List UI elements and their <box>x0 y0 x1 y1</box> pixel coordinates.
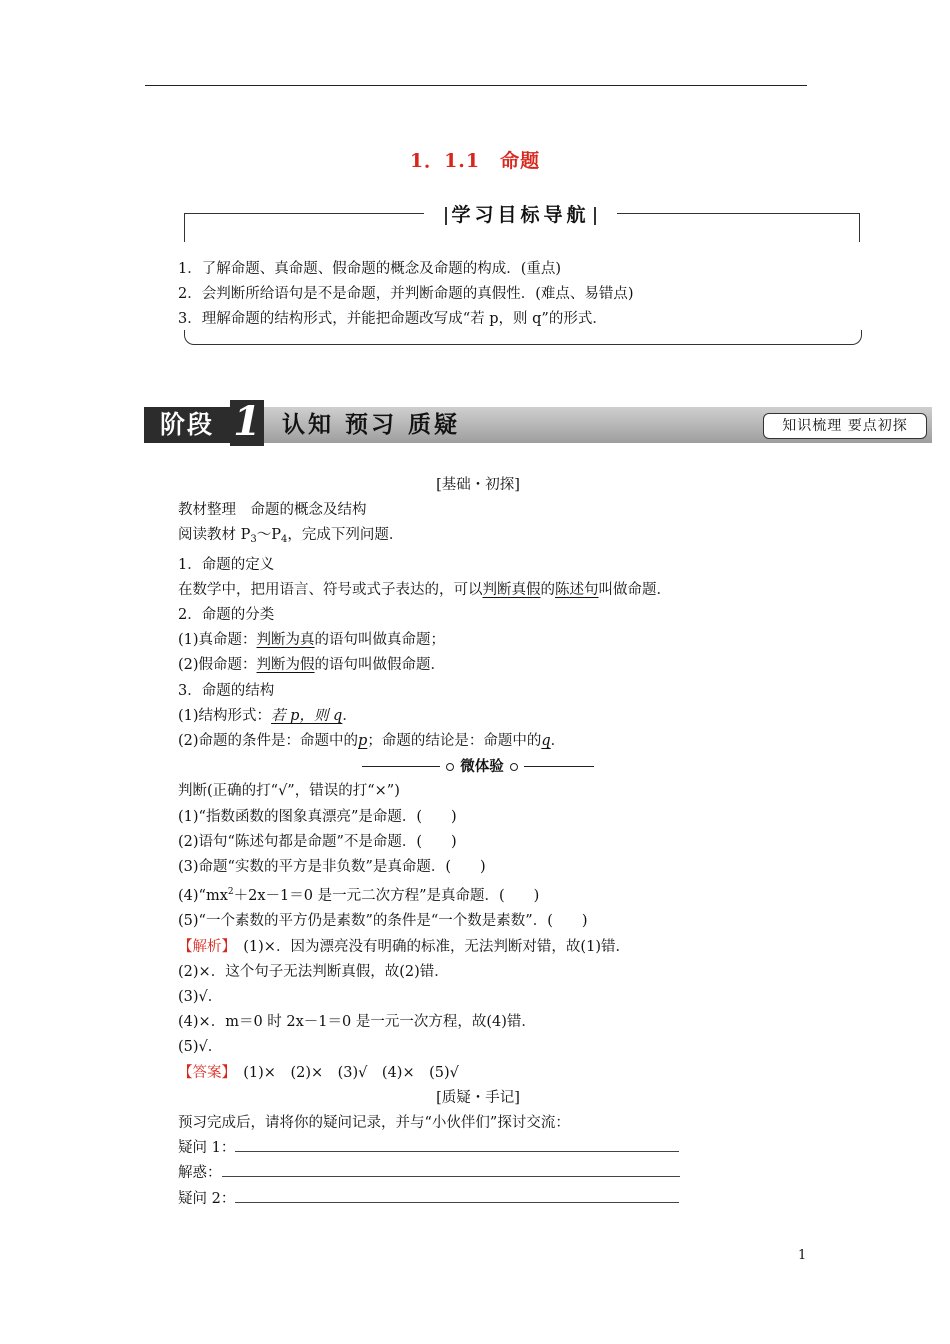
top-rule <box>145 85 807 86</box>
micro-dot-left <box>446 763 454 771</box>
goal-list <box>178 257 634 332</box>
blank-line[interactable] <box>222 1162 680 1177</box>
stage-badge: 知识梳理 要点初探 <box>763 413 927 439</box>
notes-header: [质疑・手记] <box>436 1089 520 1106</box>
micro-rule-right <box>524 766 594 767</box>
structure-condition-line: (2)命题的条件是：命题中的p；命题的结论是：命题中的q． <box>178 733 566 750</box>
definition-line: 在数学中，把用语言、符号或式子表达的，可以判断真假的陈述句叫做命题． <box>178 581 671 598</box>
heading-definition: 1．命题的定义 <box>178 556 275 573</box>
question-2: (2)语句“陈述句都是命题”不是命题．( ) <box>178 833 457 850</box>
stage-title: 认知 预习 质疑 <box>282 411 461 438</box>
analysis-label: 【解析】 <box>178 938 229 955</box>
page-title: 1．1.1 命题 <box>409 150 541 172</box>
true-proposition-line: (1)真命题：判断为真的语句叫做真命题； <box>178 632 446 649</box>
material-title: 教材整理 命题的概念及结构 <box>178 502 367 519</box>
section-header: [基础・初探] <box>436 477 520 493</box>
notes-question-1: 疑问 1： <box>178 1136 878 1161</box>
stage-number: 1 <box>230 400 264 446</box>
false-proposition-line: (2)假命题：判断为假的语句叫做假命题． <box>178 657 446 674</box>
goal-box-right-edge <box>859 213 860 242</box>
goal-item: 3．理解命题的结构形式，并能把命题改写成“若 p，则 q”的形式． <box>178 311 607 327</box>
goal-box-bottom <box>184 330 862 345</box>
goal-item: 1．了解命题、真命题、假命题的概念及命题的构成．(重点) <box>178 261 562 277</box>
analysis-3: (3)√． <box>178 989 223 1006</box>
micro-rule-left <box>362 766 440 767</box>
structure-form-line: (1)结构形式：若 p，则 q． <box>178 707 357 724</box>
goal-box-top-left <box>184 213 424 214</box>
analysis-line: 【解析】 (1)×．因为漂亮没有明确的标准，无法判断对错，故(1)错． <box>178 938 630 955</box>
main-content <box>178 473 878 1212</box>
heading-bar-right <box>594 207 596 225</box>
heading-structure: 3．命题的结构 <box>178 682 275 699</box>
goal-box-top-right <box>617 213 860 214</box>
question-3: (3)命题“实数的平方是非负数”是真命题．( ) <box>178 859 486 876</box>
goal-heading-text: 学习目标导航 <box>451 204 590 226</box>
notes-question-2: 疑问 2： <box>178 1187 878 1212</box>
micro-heading <box>178 754 778 779</box>
question-4: $(4)“mx^2+2x-1=0$ 是一元二次方程”是真命题．( ) <box>178 887 540 905</box>
micro-heading-text: 微体验 <box>460 758 504 776</box>
heading-bar-left <box>445 207 447 225</box>
question-1: (1)“指数函数的图象真漂亮”是命题．( ) <box>178 808 457 825</box>
answer-line: 【答案】 (1)× (2)× (3)√ (4)× (5)√ <box>178 1064 459 1081</box>
analysis-4: (4)×．m＝0 时 2x－1＝0 是一元一次方程，故(4)错． <box>178 1014 536 1031</box>
reading-line: 阅读教材 $P_3\sim P_4$，完成下列问题． <box>178 527 404 546</box>
goal-heading <box>424 200 617 227</box>
goal-item: 2．会判断所给语句是不是命题，并判断命题的真假性．(难点、易错点) <box>178 286 634 302</box>
answer-label: 【答案】 <box>178 1064 229 1081</box>
blank-line[interactable] <box>235 1188 679 1203</box>
heading-classification: 2．命题的分类 <box>178 607 275 624</box>
analysis-5: (5)√． <box>178 1039 223 1056</box>
page-number: 1 <box>798 1248 807 1263</box>
question-5: (5)“一个素数的平方仍是素数”的条件是“一个数是素数”．( ) <box>178 913 588 930</box>
micro-dot-right <box>510 763 518 771</box>
analysis-2: (2)×．这个句子无法判断真假，故(2)错． <box>178 963 449 980</box>
goal-box-left-edge <box>184 213 185 242</box>
blank-line[interactable] <box>235 1137 679 1152</box>
stage-label: 阶段 <box>144 407 230 443</box>
micro-prompt: 判断(正确的打“√”，错误的打“×”) <box>178 783 400 800</box>
notes-intro: 预习完成后，请将你的疑问记录，并与“小伙伴们”探讨交流： <box>178 1115 570 1132</box>
notes-answer: 解惑： <box>178 1161 878 1186</box>
